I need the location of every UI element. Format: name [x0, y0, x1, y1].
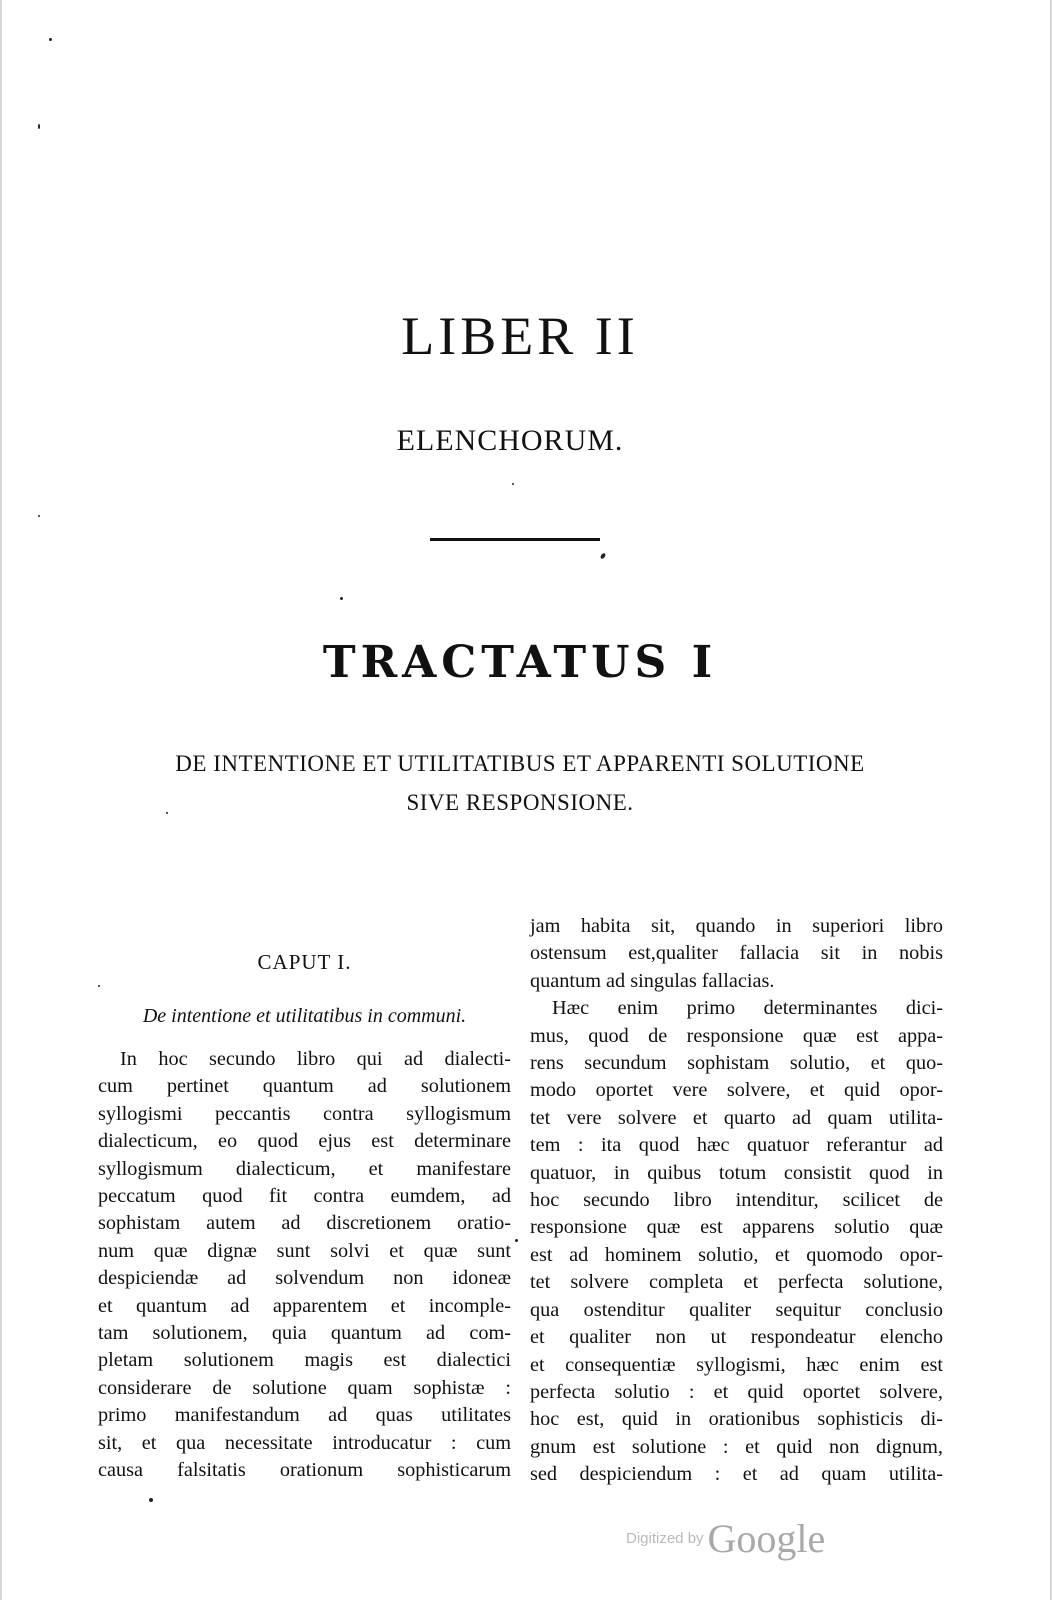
chapter-subheading: De intentione et utilitatibus in communi.	[142, 1005, 467, 1027]
book-title: LIBER II	[401, 306, 639, 366]
text-line: sophistam autem ad discretionem oratio-	[98, 1212, 511, 1235]
text-line: tet solvere completa et perfecta solutione,	[530, 1271, 943, 1294]
text-line: syllogismi peccantis contra syllogismum	[98, 1102, 511, 1125]
scan-speck	[340, 597, 343, 600]
page-edge-left	[0, 0, 2, 1600]
text-line: dialecticum, eo quod ejus est determinare	[98, 1130, 511, 1153]
text-line: sit, et qua necessitate introducatur : cum	[98, 1431, 511, 1454]
scan-speck	[512, 483, 514, 485]
text-line: et qualiter non ut respondeatur elencho	[530, 1326, 943, 1349]
scan-speck	[515, 1239, 518, 1242]
google-logo: Google	[707, 1516, 826, 1561]
text-line: tet vere solvere et quarto ad quam utilita-	[530, 1106, 943, 1129]
text-line: pletam solutionem magis est dialectici	[98, 1349, 511, 1372]
text-line: hoc est, quid in orationibus sophisticis di-	[530, 1408, 943, 1431]
text-line: est ad hominem solutio, et quomodo opor-	[530, 1243, 943, 1266]
left-text-column	[98, 1046, 511, 1485]
tractatus-subtitle-line-1: DE INTENTIONE ET UTILITATIBUS ET APPARENTI SOLUTIONE	[175, 751, 865, 776]
text-line: num quæ dignæ sunt solvi et quæ sunt	[98, 1239, 511, 1262]
chapter-heading: CAPUT I.	[257, 950, 352, 974]
text-line: jam habita sit, quando in superiori libro	[530, 915, 943, 937]
text-line: hoc secundo libro intenditur, scilicet de	[530, 1189, 943, 1212]
text-line: quantum ad singulas fallacias.	[530, 969, 775, 992]
text-line: primo manifestandum ad quas utilitates	[98, 1404, 511, 1427]
text-line: tem : ita quod hæc quatuor referantur ad	[530, 1134, 943, 1157]
text-line: quatuor, in quibus totum consistit quod in	[530, 1161, 943, 1184]
text-line: qua ostenditur qualiter sequitur conclusio	[530, 1298, 943, 1321]
text-line: peccatum quod fit contra eumdem, ad	[98, 1185, 511, 1208]
scan-speck	[600, 552, 607, 559]
text-line: syllogismum dialecticum, et manifestare	[98, 1157, 511, 1180]
scan-speck	[166, 812, 168, 814]
text-line: perfecta solutio : et quid oportet solvere,	[530, 1380, 943, 1403]
right-text-column	[530, 913, 943, 1489]
text-line: gnum est solutione : et quid non dignum,	[530, 1435, 943, 1458]
text-line: et quantum ad apparentem et incomple-	[98, 1294, 511, 1317]
watermark-prefix: Digitized by	[626, 1530, 704, 1547]
tractatus-subtitle-line-2: SIVE RESPONSIONE.	[406, 790, 634, 815]
scan-speck	[38, 515, 40, 517]
scan-speck	[149, 1498, 153, 1502]
text-line: tam solutionem, quia quantum ad com-	[98, 1322, 511, 1345]
title-divider	[430, 538, 600, 541]
scan-speck	[98, 985, 100, 987]
text-line: Hæc enim primo determinantes dici-	[552, 997, 943, 1020]
scan-speck	[38, 124, 40, 129]
text-line: cum pertinet quantum ad solutionem	[98, 1075, 511, 1098]
tractatus-subtitle	[90, 744, 950, 822]
text-line: responsione quæ est apparens solutio quæ	[530, 1216, 943, 1239]
text-line: ostensum est,qualiter fallacia sit in nobis	[530, 942, 943, 965]
text-line: rens secundum sophistam solutio, et quo-	[530, 1052, 943, 1075]
digitized-watermark	[626, 1515, 825, 1562]
tractatus-title: TRACTATUS I	[322, 637, 718, 688]
text-line: despiciendæ ad solvendum non idoneæ	[98, 1267, 511, 1290]
text-line: et consequentiæ syllogismi, hæc enim est	[530, 1353, 943, 1376]
text-line: mus, quod de responsione quæ est appa-	[530, 1024, 943, 1047]
text-line: causa falsitatis orationum sophisticarum	[98, 1459, 511, 1482]
text-line: In hoc secundo libro qui ad dialecti-	[120, 1048, 511, 1070]
text-line: modo oportet vere solvere, et quid opor-	[530, 1079, 943, 1102]
book-subtitle: ELENCHORUM.	[396, 424, 624, 457]
scan-speck	[49, 38, 52, 41]
text-line: sed despiciendum : et ad quam utilita-	[530, 1463, 943, 1486]
text-line: considerare de solutione quam sophistæ :	[98, 1376, 511, 1399]
